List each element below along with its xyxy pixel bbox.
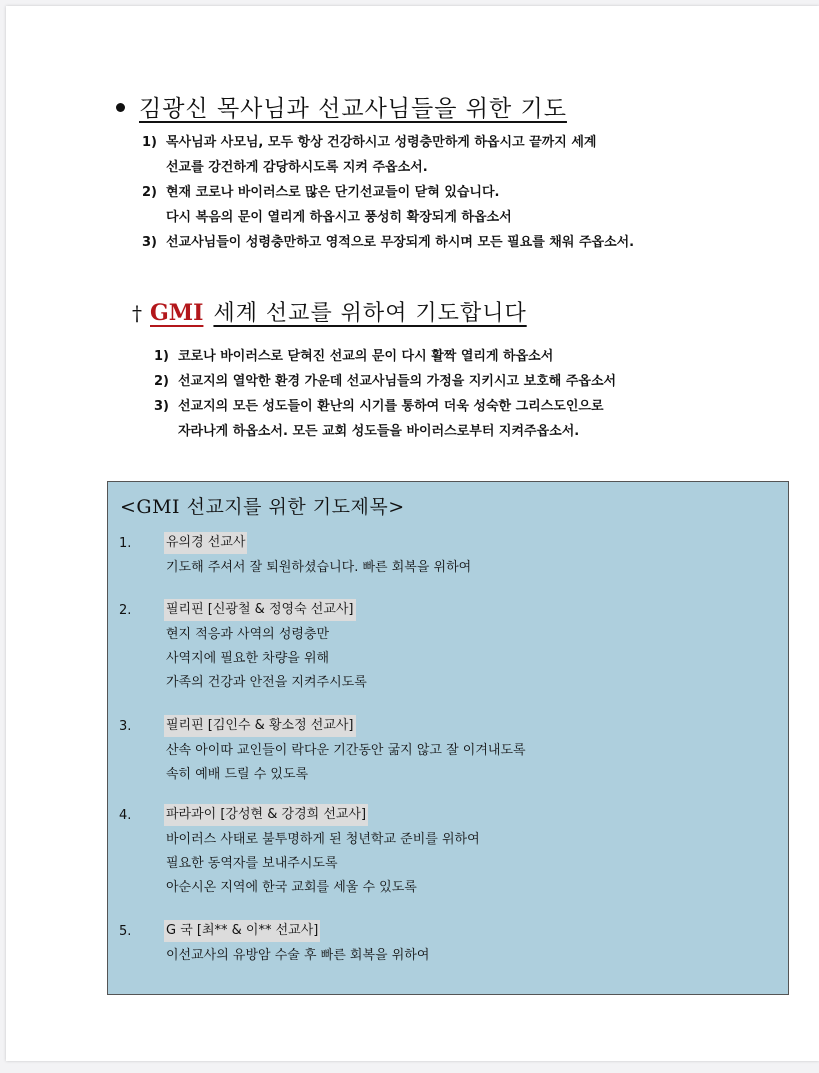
bullet-icon	[116, 103, 125, 112]
prayer-item-line: 현지 적응과 사역의 성령충만	[166, 627, 330, 642]
prayer-item-line: 아순시온 지역에 한국 교회를 세울 수 있도록	[166, 880, 417, 895]
section1-title: 김광신 목사님과 선교사님들을 위한 기도	[139, 96, 567, 122]
list-item-continuation: 자라나게 하옵소서. 모든 교회 성도들을 바이러스로부터 지켜주옵소서.	[178, 424, 580, 439]
prayer-item-line: 사역지에 필요한 차량을 위해	[166, 651, 330, 666]
prayer-item-line: 이선교사의 유방암 수술 후 빠른 회복을 위하여	[166, 948, 430, 963]
list-item: 3) 선교사님들이 성령충만하고 영적으로 무장되게 하시며 모든 필요를 채워 주옵소서.	[142, 235, 635, 250]
prayer-item-heading: 파라과이 [강성현 & 강경희 선교사]	[164, 804, 368, 826]
list-item: 1) 목사님과 사모님, 모두 항상 건강하시고 성령충만하게 하옵시고 끝까지 세계	[142, 135, 597, 150]
section2-heading	[132, 296, 527, 327]
prayer-item-line: 산속 아이따 교인들이 락다운 기간동안 굶지 않고 잘 이겨내도록	[166, 743, 526, 758]
prayer-requests-box: <GMI 선교지를 위한 기도제목> 1. 유의경 선교사 기도해 주셔서 잘 퇴원하셨습니다. 빠른 회복을 위하여 2. 필리핀 [신광철 & 정영숙 선교사] 현지 적응과 사역의 성령충만 사역지에 필요한 차량을 위해 가족의 건강과 안전을 지켜주시도록 3. 필리핀 [김인수 & 황소정 선교사] 산속 아이따 교인들이 락다운 기간동안 굶지 않고 잘 이겨내도록 속히 예배 드릴 수 있도록 4. 파라과이 [강성현 & 강경희 선교사] 바이러스 사태로 불투명하게 된 청년학교 준비를 위하여 필요한 동역자를 보내주시도록 아순시온 지역에 한국 교회를 세울 수 있도록 5. G 국 [최** & 이** 선교사] 이선교사의 유방암 수술 후 빠른 회복을 위하여	[107, 481, 789, 995]
list-item: 1) 코로나 바이러스로 닫혀진 선교의 문이 다시 활짝 열리게 하옵소서	[154, 349, 554, 364]
section1-heading	[116, 90, 567, 123]
list-item: 2) 현재 코로나 바이러스로 많은 단기선교들이 닫혀 있습니다.	[142, 185, 500, 200]
box-title: <GMI 선교지를 위한 기도제목>	[120, 496, 405, 518]
list-item-continuation: 다시 복음의 문이 열리게 하옵시고 풍성히 확장되게 하옵소서	[166, 210, 512, 225]
list-item: 2) 선교지의 열악한 환경 가운데 선교사님들의 가정을 지키시고 보호해 주옵소서	[154, 374, 617, 389]
dagger-icon: †	[132, 301, 142, 325]
document-page	[6, 6, 819, 1061]
section2-title: 세계 선교를 위하여 기도합니다	[213, 301, 527, 326]
gmi-highlight: GMI	[150, 300, 204, 326]
section2-list	[154, 344, 774, 444]
prayer-item-heading: 필리핀 [김인수 & 황소정 선교사]	[164, 715, 356, 737]
prayer-item-line: 필요한 동역자를 보내주시도록	[166, 856, 338, 871]
section1-list	[142, 130, 782, 255]
list-item: 3) 선교지의 모든 성도들이 환난의 시기를 통하여 더욱 성숙한 그리스도인으로	[154, 399, 604, 414]
prayer-item-line: 바이러스 사태로 불투명하게 된 청년학교 준비를 위하여	[166, 832, 480, 847]
list-item-continuation: 선교를 강건하게 감당하시도록 지켜 주옵소서.	[166, 160, 428, 175]
prayer-item-heading: 유의경 선교사	[164, 532, 247, 554]
prayer-item-heading: G 국 [최** & 이** 선교사]	[164, 920, 320, 942]
prayer-item-heading: 필리핀 [신광철 & 정영숙 선교사]	[164, 599, 356, 621]
prayer-item-line: 속히 예배 드릴 수 있도록	[166, 767, 309, 782]
prayer-item-line: 기도해 주셔서 잘 퇴원하셨습니다. 빠른 회복을 위하여	[166, 560, 472, 575]
prayer-item-line: 가족의 건강과 안전을 지켜주시도록	[166, 675, 367, 690]
